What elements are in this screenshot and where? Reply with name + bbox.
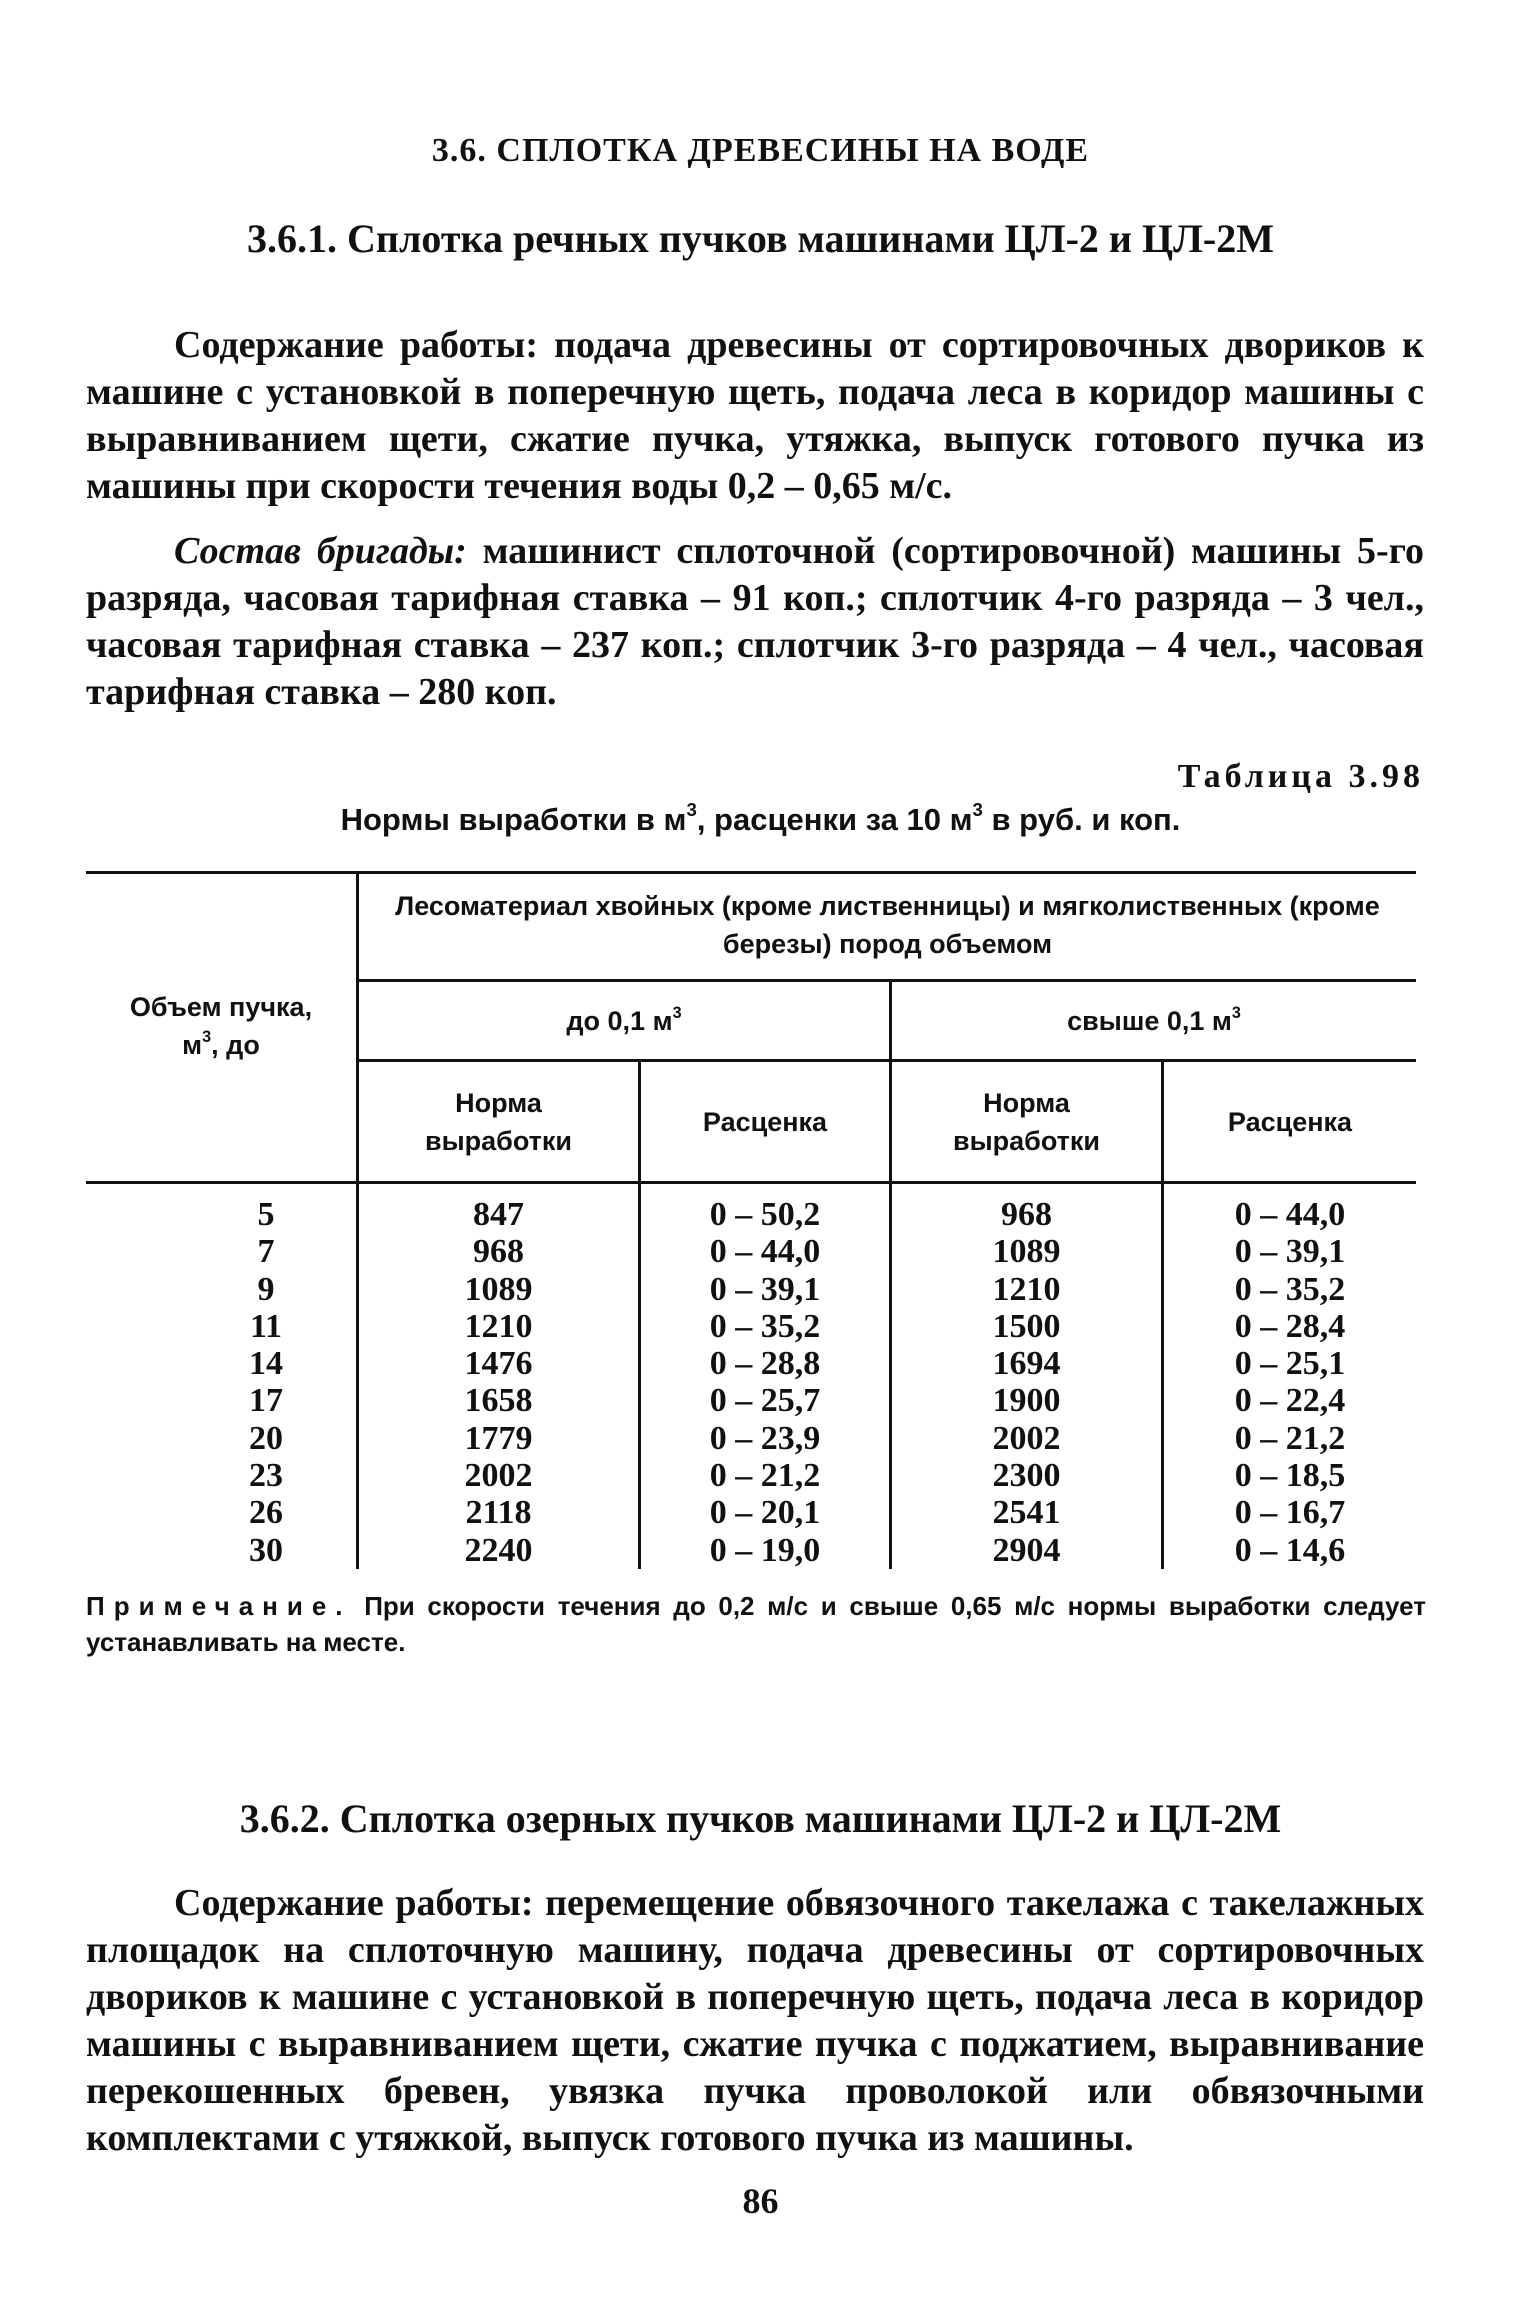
table-cell: 1210 bbox=[464, 1307, 533, 1345]
col-rate-up-to bbox=[641, 1196, 889, 1569]
table-cell: 30 bbox=[249, 1531, 283, 1569]
table-cell: 1210 bbox=[992, 1270, 1061, 1308]
table-cell: 2904 bbox=[992, 1531, 1061, 1569]
table-cell: 2002 bbox=[464, 1457, 533, 1495]
stub-header: Объем пучка, $м^3$, до bbox=[129, 992, 313, 1060]
table-cell: 9 bbox=[257, 1270, 275, 1308]
work-content-label: Содержание работы: bbox=[174, 324, 539, 366]
table-cell: 0 – 25,1 bbox=[1234, 1345, 1346, 1383]
table-cell: 7 bbox=[257, 1233, 275, 1271]
table-caption: Нормы выработки в $м^3$, расценки за 10 $м^3$ в руб. и коп. bbox=[340, 799, 1181, 837]
table-cell: 847 bbox=[473, 1196, 524, 1233]
table-cell: 0 – 28,8 bbox=[709, 1345, 821, 1383]
sub-header-over: свыше 0,1 $м^3$ bbox=[1067, 1003, 1241, 1036]
table-cell: 0 – 44,0 bbox=[709, 1233, 821, 1271]
table-cell: 2240 bbox=[464, 1531, 533, 1569]
table-cell: 0 – 22,4 bbox=[1234, 1382, 1346, 1420]
table-cell: 0 – 28,4 bbox=[1234, 1307, 1346, 1345]
table-cell: 0 – 16,7 bbox=[1234, 1494, 1346, 1532]
work-content-text: подача древесины от сортировочных двориков к машине с установкой в поперечную щеть, подача леса в коридор машины с выравниванием щети, сжатие пучка, утяжка, выпуск готового пучка из машины при скорости течения воды 0,2 – 0,65 м/с. bbox=[86, 324, 1425, 507]
table-cell: 0 – 25,7 bbox=[709, 1382, 821, 1420]
col-norm-over bbox=[892, 1196, 1161, 1569]
table-cell: 0 – 18,5 bbox=[1234, 1457, 1346, 1495]
table-cell: 1476 bbox=[464, 1345, 533, 1383]
table-cell: 968 bbox=[1001, 1196, 1052, 1233]
table-cell: 0 – 21,2 bbox=[709, 1457, 821, 1495]
table-cell: 17 bbox=[249, 1382, 283, 1420]
crew-label: Состав бригады: bbox=[174, 530, 467, 572]
col-rate-over bbox=[1164, 1196, 1416, 1569]
col-volume bbox=[236, 1196, 296, 1569]
work-content-label-2: Содержание работы: bbox=[174, 1882, 534, 1924]
col-header-norm: Норма выработки bbox=[953, 1087, 1100, 1156]
crew-paragraph bbox=[86, 528, 1424, 716]
table-header-rule bbox=[86, 1181, 1416, 1184]
table-cell: 1089 bbox=[464, 1270, 533, 1308]
col-norm-up-to bbox=[359, 1196, 638, 1569]
table-cell: 0 – 35,2 bbox=[709, 1307, 821, 1345]
table-cell: 0 – 21,2 bbox=[1234, 1419, 1346, 1457]
table-cell: 0 – 35,2 bbox=[1234, 1270, 1346, 1308]
table-cell: 11 bbox=[249, 1307, 283, 1345]
col-header-norm: Норма выработки bbox=[425, 1087, 572, 1156]
table-cell: 0 – 39,1 bbox=[1234, 1233, 1346, 1271]
table-cell: 2541 bbox=[992, 1494, 1061, 1532]
table-cell: 0 – 50,2 bbox=[709, 1196, 821, 1233]
crew-text: машинист сплоточной (сортировочной) машины 5-го разряда, часовая тарифная ставка – 91 коп.; сплотчик 4-го разряда – 3 чел., часовая тарифная ставка – 237 коп.; сплотчик 3-го разряда – 4 чел., часовая тарифная ставка – 280 коп. bbox=[86, 530, 1424, 713]
table-cell: 0 – 44,0 bbox=[1234, 1196, 1346, 1233]
table-cell: 0 – 14,6 bbox=[1234, 1531, 1346, 1569]
sub-header-up-to: до 0,1 $м^3$ bbox=[566, 1003, 682, 1036]
table-cell: 23 bbox=[249, 1457, 283, 1495]
table-cell: 14 bbox=[249, 1345, 283, 1383]
table-cell: 1779 bbox=[464, 1419, 533, 1457]
table-cell: 2118 bbox=[465, 1494, 532, 1532]
table-cell: 1089 bbox=[992, 1233, 1061, 1271]
table-cell: 5 bbox=[257, 1196, 275, 1233]
col-header-rate: Расценка bbox=[1227, 1106, 1353, 1137]
section-title: 3.6. СПЛОТКА ДРЕВЕСИНЫ НА ВОДЕ bbox=[431, 132, 1090, 169]
note-label: Примечание. bbox=[86, 1591, 352, 1621]
subsection-2-title: 3.6.2. Сплотка озерных пучков машинами ЦЛ-2 и ЦЛ-2М bbox=[239, 1796, 1282, 1841]
table-cell: 0 – 20,1 bbox=[709, 1494, 821, 1532]
work-content-text-2: перемещение обвязочного такелажа с такелажных площадок на сплоточную машину, подача древесины от сортировочных двориков к машине с установкой в поперечную щеть, подача леса в коридор машины с выравниванием щети, сжатие пучка с поджатием, выравнивание перекошенных бревен, увязка пучка проволокой или обвязочными комплектами с утяжкой, выпуск готового пучка из машины. bbox=[86, 1882, 1424, 2159]
table-cell: 1500 bbox=[992, 1307, 1061, 1345]
table-cell: 968 bbox=[473, 1233, 524, 1271]
col-header-rate: Расценка bbox=[702, 1106, 828, 1137]
work-content-paragraph bbox=[86, 322, 1424, 510]
table-cell: 0 – 39,1 bbox=[709, 1270, 821, 1308]
table-cell: 2300 bbox=[992, 1457, 1061, 1495]
subsection-1-title: 3.6.1. Сплотка речных пучков машинами ЦЛ-2 и ЦЛ-2М bbox=[247, 216, 1274, 261]
table-cell: 2002 bbox=[992, 1419, 1061, 1457]
table-cell: 0 – 19,0 bbox=[709, 1531, 821, 1569]
work-content-paragraph-2 bbox=[86, 1880, 1424, 2162]
table-cell: 20 bbox=[249, 1419, 283, 1457]
page-number: 86 bbox=[742, 2181, 779, 2221]
table-note bbox=[86, 1588, 1426, 1660]
table-cell: 1900 bbox=[992, 1382, 1061, 1420]
norms-table bbox=[86, 871, 1416, 1571]
table-cell: 1658 bbox=[464, 1382, 533, 1420]
note-text: При скорости течения до 0,2 м/с и свыше 0,65 м/с нормы выработки следует устанавливать на месте. bbox=[86, 1591, 1426, 1657]
table-number: Таблица 3.98 bbox=[1177, 758, 1424, 795]
group-header: Лесоматериал хвойных (кроме лиственницы) и мягколиственных (кроме березы) пород объемом bbox=[395, 891, 1380, 959]
table-cell: 1694 bbox=[992, 1345, 1061, 1383]
table-cell: 0 – 23,9 bbox=[709, 1419, 821, 1457]
table-cell: 26 bbox=[249, 1494, 283, 1532]
